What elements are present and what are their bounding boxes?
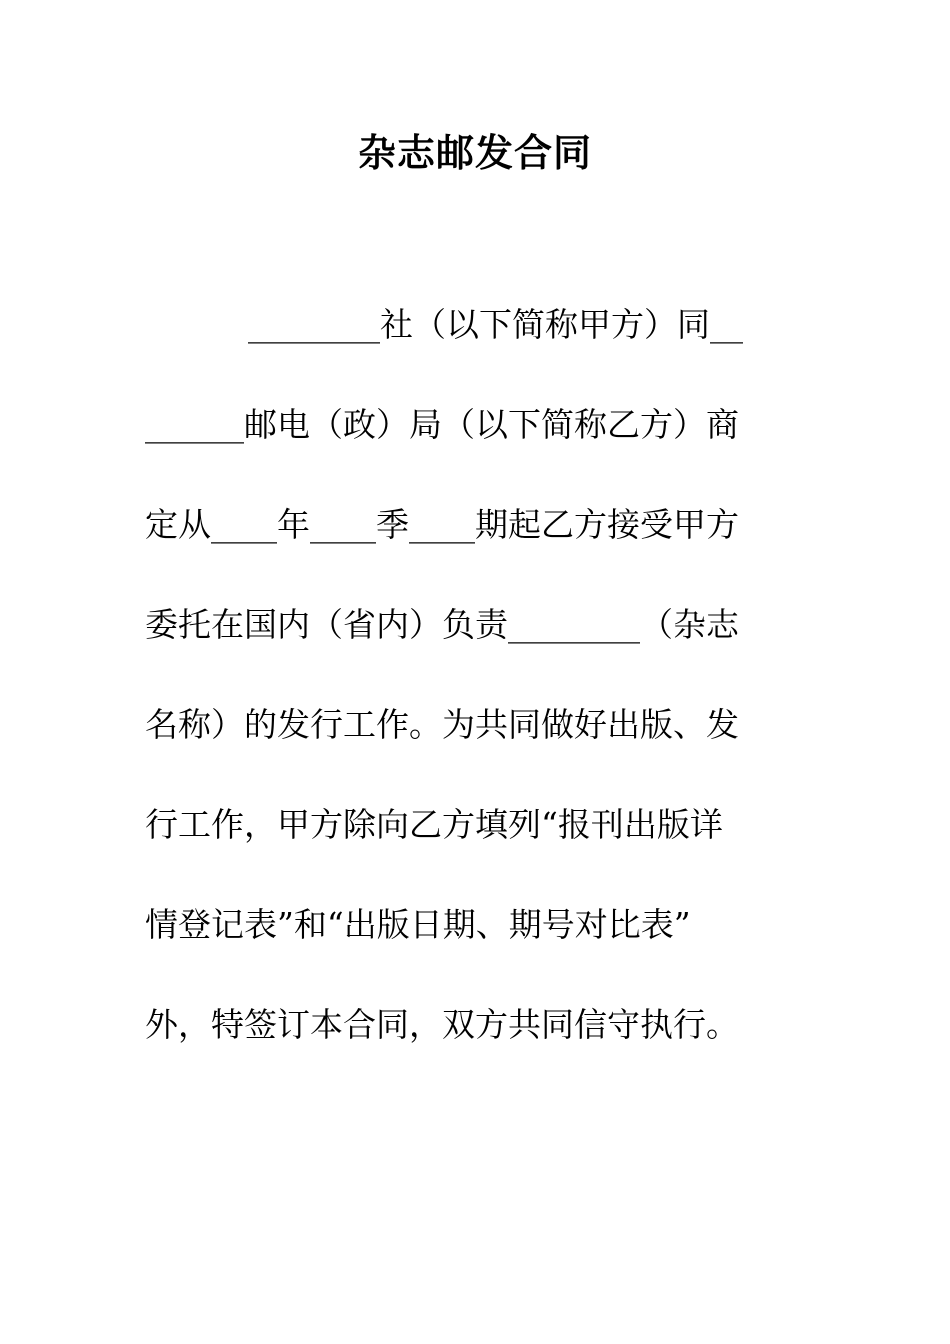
body-line-8: 外，特签订本合同，双方共同信守执行。	[145, 1005, 739, 1044]
body-line-3: 定从____年____季____期起乙方接受甲方	[145, 505, 739, 544]
body-line-6: 行工作，甲方除向乙方填列“报刊出版详	[145, 805, 723, 844]
body-line-4: 委托在国内（省内）负责________（杂志	[145, 605, 739, 644]
body-line-5: 名称）的发行工作。为共同做好出版、发	[145, 705, 739, 744]
body-line-7: 情登记表”和“出版日期、期号对比表”	[145, 905, 691, 944]
body-line-2: ______邮电（政）局（以下简称乙方）商	[145, 405, 739, 444]
document-title: 杂志邮发合同	[357, 130, 592, 175]
body-line-1: ________社（以下简称甲方）同__	[248, 305, 743, 344]
